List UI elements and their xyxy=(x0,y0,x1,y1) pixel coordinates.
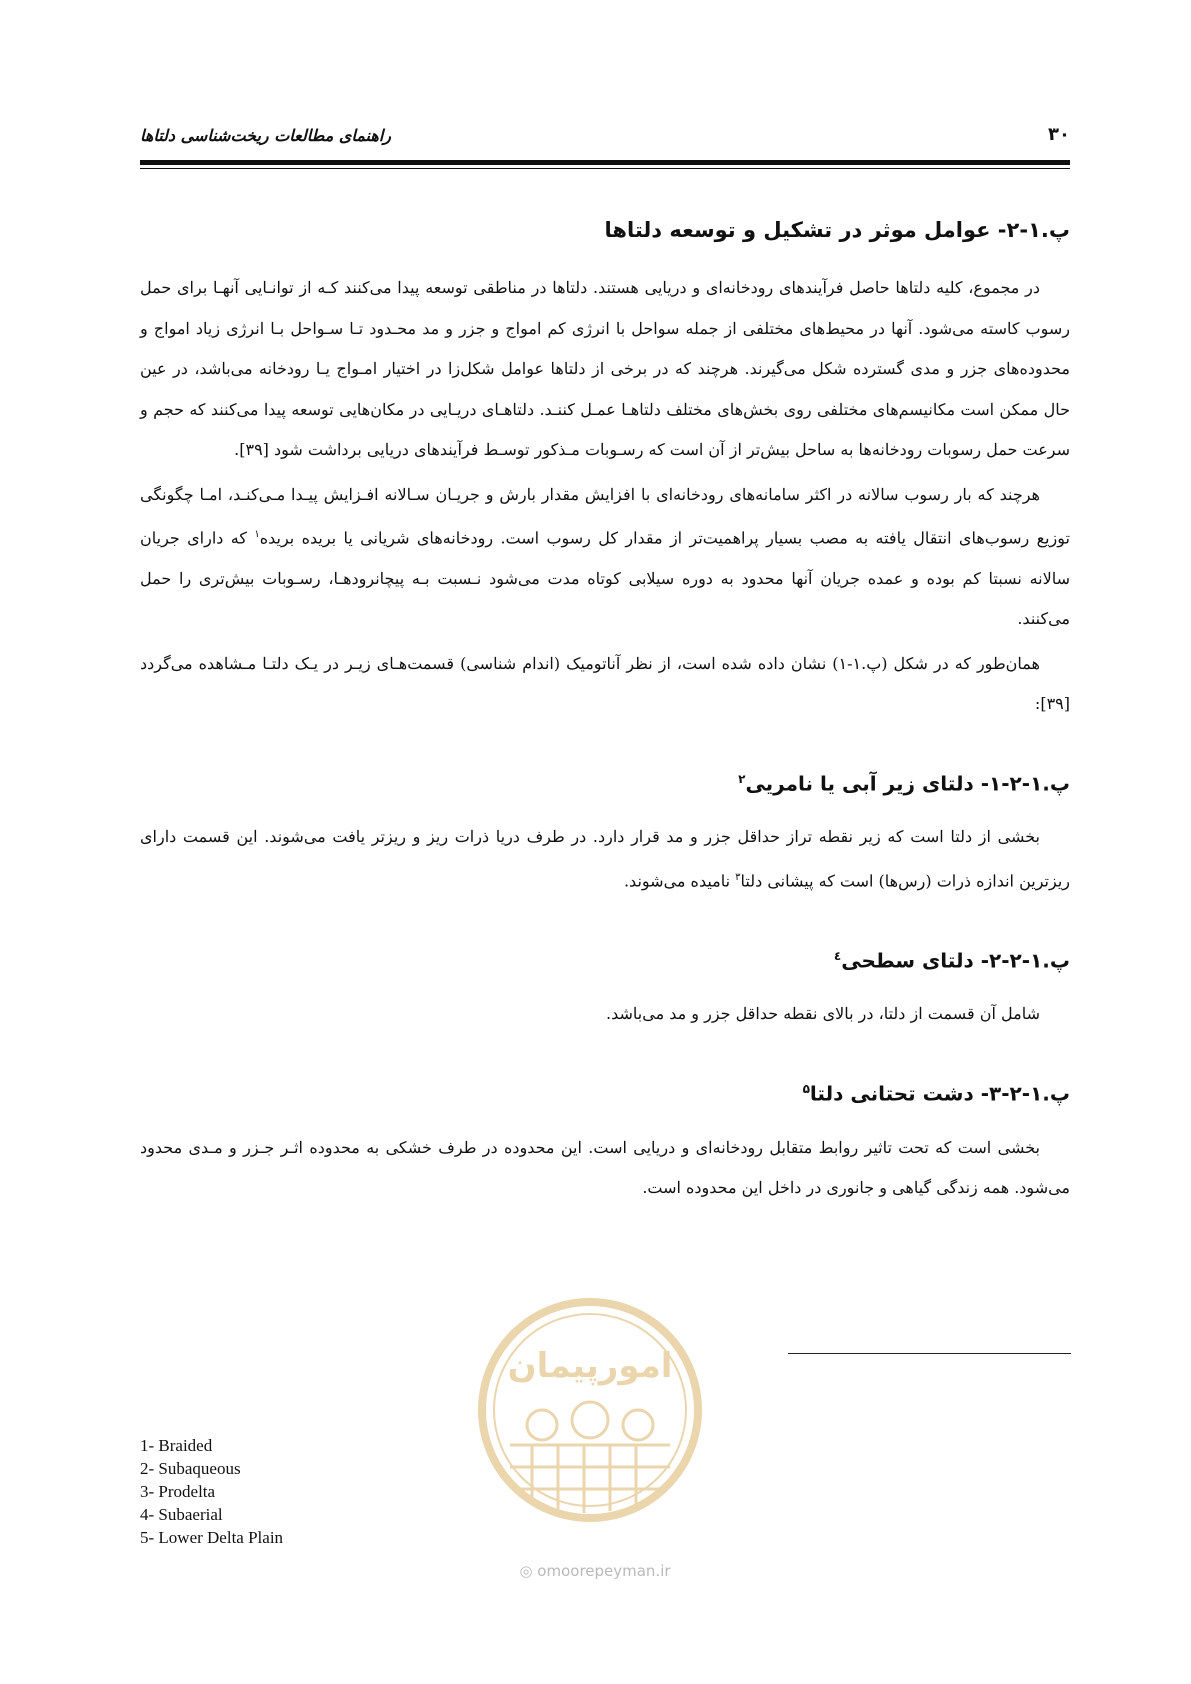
paragraph-2 xyxy=(140,475,1070,640)
subsection-title-3 xyxy=(140,1069,1070,1114)
paragraph-2-text-b: که دارای جریان سالانه نسبتا کم بوده و عمده جریان آنها محدود به دوره سیلابی کوتاه مدت می‌شود نـسبت بـه پیچانرودهـا، رسـوبات بیش‌تری را حمل می‌کنند. xyxy=(140,528,1070,629)
running-title: راهنمای مطالعات ریخت‌شناسی دلتاها xyxy=(140,126,391,145)
footnote-ref-5[interactable]: ۵ xyxy=(802,1081,810,1096)
page-header xyxy=(140,124,1070,154)
paragraph-2-text-a: هرچند که بار رسوب سالانه در اکثر سامانه‌های رودخانه‌ای با افزایش مقدار بارش و جریـان سـالانه افـزایش پیـدا مـی‌کنـد، امـا چگونگی توزیع رسوب‌های انتقال یافته به مصب بسیار پراهمیت‌تر از مقدار کل رسوب است. رودخانه‌های شریانی یا بریده بریده xyxy=(140,484,1071,548)
page-number: ۳۰ xyxy=(1048,124,1070,145)
footnote-ref-2[interactable]: ۲ xyxy=(738,771,746,786)
subsection-3-title-text: پ.۱-۲-۳- دشت تحتانی دلتا xyxy=(809,1081,1070,1106)
paragraph-3: همان‌طور که در شکل (پ.۱-۱) نشان داده شده است، از نظر آناتومیک (اندام شناسی) قسمت‌هـای زیـر در یـک دلتـا مـشاهده می‌گردد [۳۹]: xyxy=(140,653,1070,714)
watermark-caption-text: omoorepeyman.ir xyxy=(537,1562,671,1580)
footnote-1: 1- Braided xyxy=(140,1436,213,1455)
subsection-1-text-a: بخشی از دلتا است که زیر نقطه تراز حداقل جزر و مد قرار دارد. در طرف دریا ذرات ریز و ریزتر یافت می‌شوند. این قسمت دارای ریزترین اندازه ذرات (رس‌ها) است که پیشانی دلتا xyxy=(140,827,1070,891)
watermark-caption: ◎ omoorepeyman.ir xyxy=(519,1562,671,1580)
subsection-3-text: بخشی است که تحت تاثیر روابط متقابل رودخانه‌ای و دریایی است. این محدوده در طرف خشکی به محدوده اثـر جـزر و مـدی محدود می‌شود. همه زندگی گیاهی و جانوری در داخل این محدوده است. xyxy=(140,1137,1070,1198)
footnote-5: 5- Lower Delta Plain xyxy=(140,1528,284,1547)
section-title: پ.۱-۲- عوامل موثر در تشکیل و توسعه دلتاها xyxy=(604,218,1070,242)
watermark-logo-text: امورپیمان xyxy=(507,1346,673,1386)
subsection-1-title-text: پ.۱-۲-۱- دلتای زیر آبی یا نامریی xyxy=(745,771,1070,796)
paragraph-1: در مجموع، کلیه دلتاها حاصل فرآیندهای رودخانه‌ای و دریایی هستند. دلتاها در مناطقی توسعه پیدا می‌کنند کـه از توانـایی آنهـا برای حمل رسوب کاسته می‌شود. آنها در محیط‌های مختلفی از جمله سواحل با انرژی کم امواج و جزر و مد محـدود تـا سـواحل بـا انرژی زیاد امواج و محدوده‌های جزر و مدی گسترده شکل می‌گیرند. هرچند که در برخی از دلتاها عوامل شکل‌زا در اختیار امـواج یـا رودخانه می‌باشد، در عین حال ممکن است مکانیسم‌های مختلفی روی بخش‌های مختلف دلتاهـا عمـل کننـد. دلتاهـای دریـایی در مکان‌هایی توسعه پیدا می‌کنند که حجم و سرعت حمل رسوبات رودخانه‌ها به ساحل بیش‌تر از آن است که رسـوبات مـذکور توسـط فرآیندهای دریایی برداشت شود [۳۹]. xyxy=(140,278,1071,459)
subsection-2-text: شامل آن قسمت از دلتا، در بالای نقطه حداقل جزر و مد می‌باشد. xyxy=(606,1004,1040,1024)
footnote-rule xyxy=(788,1353,1071,1354)
header-rule xyxy=(140,160,1070,165)
subsection-1-text-b: نامیده می‌شوند. xyxy=(623,871,736,891)
subsection-title-1 xyxy=(140,759,1070,804)
subsection-1-text xyxy=(140,817,1070,901)
footnote-ref-4[interactable]: ٤ xyxy=(833,948,842,963)
footnotes xyxy=(140,1434,283,1549)
header-rule-thin xyxy=(140,168,1070,169)
footnote-4: 4- Subaerial xyxy=(140,1505,223,1524)
footnote-ref-3[interactable]: ۳ xyxy=(735,871,741,883)
footnote-3: 3- Prodelta xyxy=(140,1482,216,1501)
footnote-ref-1[interactable]: ۱ xyxy=(254,529,260,540)
footnote-2: 2- Subaqueous xyxy=(140,1459,241,1478)
watermark-logo xyxy=(470,1295,710,1555)
main-content xyxy=(140,210,1070,1213)
subsection-2-title-text: پ.۱-۲-۲- دلتای سطحی xyxy=(841,948,1070,973)
subsection-title-2 xyxy=(140,936,1070,981)
